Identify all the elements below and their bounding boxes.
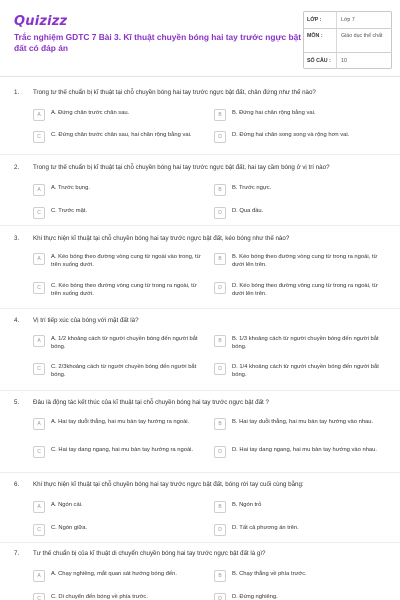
answer-option-b[interactable] xyxy=(214,335,386,355)
option-letter-box: B xyxy=(214,335,226,347)
quizizz-logo: Quizizz xyxy=(14,14,68,29)
option-letter-box: B xyxy=(214,253,226,265)
option-letter-box: C xyxy=(33,524,45,536)
answer-option-c[interactable] xyxy=(33,363,205,383)
answer-option-a[interactable] xyxy=(33,109,205,129)
answer-option-b[interactable] xyxy=(214,418,386,438)
meta-column-divider xyxy=(336,11,337,69)
question-text: Khi thực hiện kĩ thuật tại chỗ chuyền bóng hai tay trước ngực bật đất, bóng rời tay cuối cùng bằng: xyxy=(33,481,304,488)
option-text: B. Ngón trỏ xyxy=(232,502,262,508)
worksheet-header xyxy=(0,0,400,74)
option-text: D. Kéo bóng theo đường vòng cung từ trong ra ngoài, từ dưới lên trên. xyxy=(232,283,378,297)
option-letter-box: B xyxy=(214,418,226,430)
question-number: 3. xyxy=(14,235,20,242)
option-letter-box: A xyxy=(33,335,45,347)
option-text: C. Ngón giữa. xyxy=(51,525,88,531)
meta-row-divider xyxy=(303,28,392,29)
question-divider xyxy=(0,225,400,226)
option-text: C. Kéo bóng theo đường vòng cung từ trong ra ngoài, từ trên xuống dưới. xyxy=(51,283,197,297)
option-letter-box: C xyxy=(33,131,45,143)
option-letter-box: B xyxy=(214,184,226,196)
answer-option-c[interactable] xyxy=(33,207,205,227)
option-text: A. Ngón cái. xyxy=(51,502,83,508)
grade-value: Lớp 7 xyxy=(341,17,355,23)
option-text: B. 1/3 khoảng cách từ người chuyền bóng đến người bắt bóng. xyxy=(232,336,379,350)
answer-option-c[interactable] xyxy=(33,593,205,600)
option-text: D. Qua đầu. xyxy=(232,208,264,214)
answer-option-d[interactable] xyxy=(214,593,386,600)
answer-option-c[interactable] xyxy=(33,282,205,302)
option-letter-box: D xyxy=(214,207,226,219)
option-text: C. Đứng chân trước chân sau, hai chân rộng bằng vai. xyxy=(51,132,192,138)
option-text: C. Hai tay dang ngang, hai mu bàn tay hướng ra ngoài. xyxy=(51,447,194,453)
option-text: A. Kéo bóng theo đường vòng cung từ ngoài vào trong, từ trên xuống dưới. xyxy=(51,254,201,268)
answer-option-d[interactable] xyxy=(214,363,386,383)
answer-option-b[interactable] xyxy=(214,184,386,204)
answer-option-a[interactable] xyxy=(33,501,205,521)
option-text: A. 1/2 khoảng cách từ người chuyền bóng đến người bắt bóng. xyxy=(51,336,198,350)
question-count-value: 10 xyxy=(341,58,347,64)
answer-option-a[interactable] xyxy=(33,184,205,204)
option-letter-box: C xyxy=(33,593,45,600)
option-text: B. Chạy thẳng về phía trước. xyxy=(232,571,307,577)
option-letter-box: D xyxy=(214,282,226,294)
option-text: B. Kéo bóng theo đường vòng cung từ trong ra ngoài, từ dưới lên trên. xyxy=(232,254,378,268)
option-text: D. Đứng nghiêng. xyxy=(232,594,278,600)
option-letter-box: A xyxy=(33,253,45,265)
question-number: 2. xyxy=(14,164,20,171)
answer-option-d[interactable] xyxy=(214,282,386,302)
option-text: A. Hai tay duỗi thẳng, hai mu bàn tay hướng ra ngoài. xyxy=(51,419,190,425)
option-letter-box: D xyxy=(214,363,226,375)
option-text: D. Đứng hai chân song song và rộng hơn vai. xyxy=(232,132,350,138)
option-text: A. Trước bụng. xyxy=(51,185,90,191)
option-letter-box: C xyxy=(33,282,45,294)
answer-option-a[interactable] xyxy=(33,335,205,355)
answer-option-d[interactable] xyxy=(214,207,386,227)
option-text: B. Trước ngực. xyxy=(232,185,272,191)
question-count-label: SỐ CÂU : xyxy=(307,58,331,64)
option-letter-box: C xyxy=(33,207,45,219)
question-divider xyxy=(0,390,400,391)
answer-option-b[interactable] xyxy=(214,501,386,521)
question-text: Vị trí tiếp xúc của bóng với mặt đất là? xyxy=(33,317,139,324)
question-text: Tư thế chuẩn bị của kĩ thuật di chuyển chuyền bóng hai tay trước ngực bật đất là gì? xyxy=(33,550,266,557)
option-letter-box: A xyxy=(33,109,45,121)
option-letter-box: B xyxy=(214,570,226,582)
option-text: A. Đứng chân trước chân sau. xyxy=(51,110,130,116)
option-letter-box: A xyxy=(33,570,45,582)
answer-option-a[interactable] xyxy=(33,253,205,273)
option-letter-box: A xyxy=(33,418,45,430)
answer-option-a[interactable] xyxy=(33,570,205,590)
question-divider xyxy=(0,472,400,473)
subject-value: Giáo dục thể chất xyxy=(341,33,383,39)
grade-label: LỚP : xyxy=(307,17,322,23)
answer-option-d[interactable] xyxy=(214,524,386,544)
subject-label: MÔN : xyxy=(307,33,323,39)
question-divider xyxy=(0,308,400,309)
question-text: Trong tư thế chuẩn bị kĩ thuật tại chỗ chuyền bóng hai tay trước ngực bật đất, chân đứng như thế nào? xyxy=(33,89,316,96)
answer-option-b[interactable] xyxy=(214,570,386,590)
answer-option-b[interactable] xyxy=(214,253,386,273)
option-letter-box: A xyxy=(33,501,45,513)
meta-row-divider xyxy=(303,52,392,53)
option-text: A. Chạy nghiêng, mắt quan sát hướng bóng đến. xyxy=(51,571,177,577)
question-number: 4. xyxy=(14,317,20,324)
option-letter-box: D xyxy=(214,131,226,143)
option-text: B. Đứng hai chân rộng bằng vai. xyxy=(232,110,316,116)
option-letter-box: C xyxy=(33,446,45,458)
question-divider xyxy=(0,542,400,543)
answer-option-c[interactable] xyxy=(33,446,205,466)
option-letter-box: D xyxy=(214,524,226,536)
answer-option-d[interactable] xyxy=(214,131,386,151)
question-divider xyxy=(0,154,400,155)
option-text: D. Hai tay dang ngang, hai mu bàn tay hướng vào nhau. xyxy=(232,447,377,453)
question-number: 5. xyxy=(14,399,20,406)
option-letter-box: D xyxy=(214,593,226,600)
option-text: C. Trước mặt. xyxy=(51,208,88,214)
answer-option-c[interactable] xyxy=(33,131,205,151)
answer-option-a[interactable] xyxy=(33,418,205,438)
option-text: D. 1/4 khoảng cách từ người chuyền bóng đến người bắt bóng. xyxy=(232,364,379,378)
question-text: Đâu là động tác kết thúc của kĩ thuật tại chỗ chuyền bóng hai tay trước ngực bật đất ? xyxy=(33,399,269,406)
answer-option-c[interactable] xyxy=(33,524,205,544)
question-number: 6. xyxy=(14,481,20,488)
question-number: 7. xyxy=(14,550,20,557)
answer-option-b[interactable] xyxy=(214,109,386,129)
option-letter-box: B xyxy=(214,109,226,121)
option-letter-box: A xyxy=(33,184,45,196)
question-number: 1. xyxy=(14,89,20,96)
option-text: C. Di chuyển đến bóng về phía trước. xyxy=(51,594,148,600)
option-text: B. Hai tay duỗi thẳng, hai mu bàn tay hướng vào nhau. xyxy=(232,419,374,425)
option-letter-box: B xyxy=(214,501,226,513)
option-text: D. Tất cả phương án trên. xyxy=(232,525,299,531)
option-letter-box: D xyxy=(214,446,226,458)
question-text: Khi thực hiện kĩ thuật tại chỗ chuyền bóng hai tay trước ngực bật đất, kéo bóng như thế nào? xyxy=(33,235,290,242)
worksheet-title: Trắc nghiệm GDTC 7 Bài 3. Kĩ thuật chuyền bóng hai tay trước ngực bật đất có đáp án xyxy=(14,32,302,53)
header-divider xyxy=(0,76,400,77)
answer-option-d[interactable] xyxy=(214,446,386,466)
question-text: Trong tư thế chuẩn bị kĩ thuật tại chỗ chuyền bóng hai tay trước ngực bật đất, hai tay cầm bóng ở vị trí nào? xyxy=(33,164,330,171)
option-letter-box: C xyxy=(33,363,45,375)
option-text: C. 2/3khoảng cách từ người chuyền bóng đến người bắt bóng. xyxy=(51,364,197,378)
